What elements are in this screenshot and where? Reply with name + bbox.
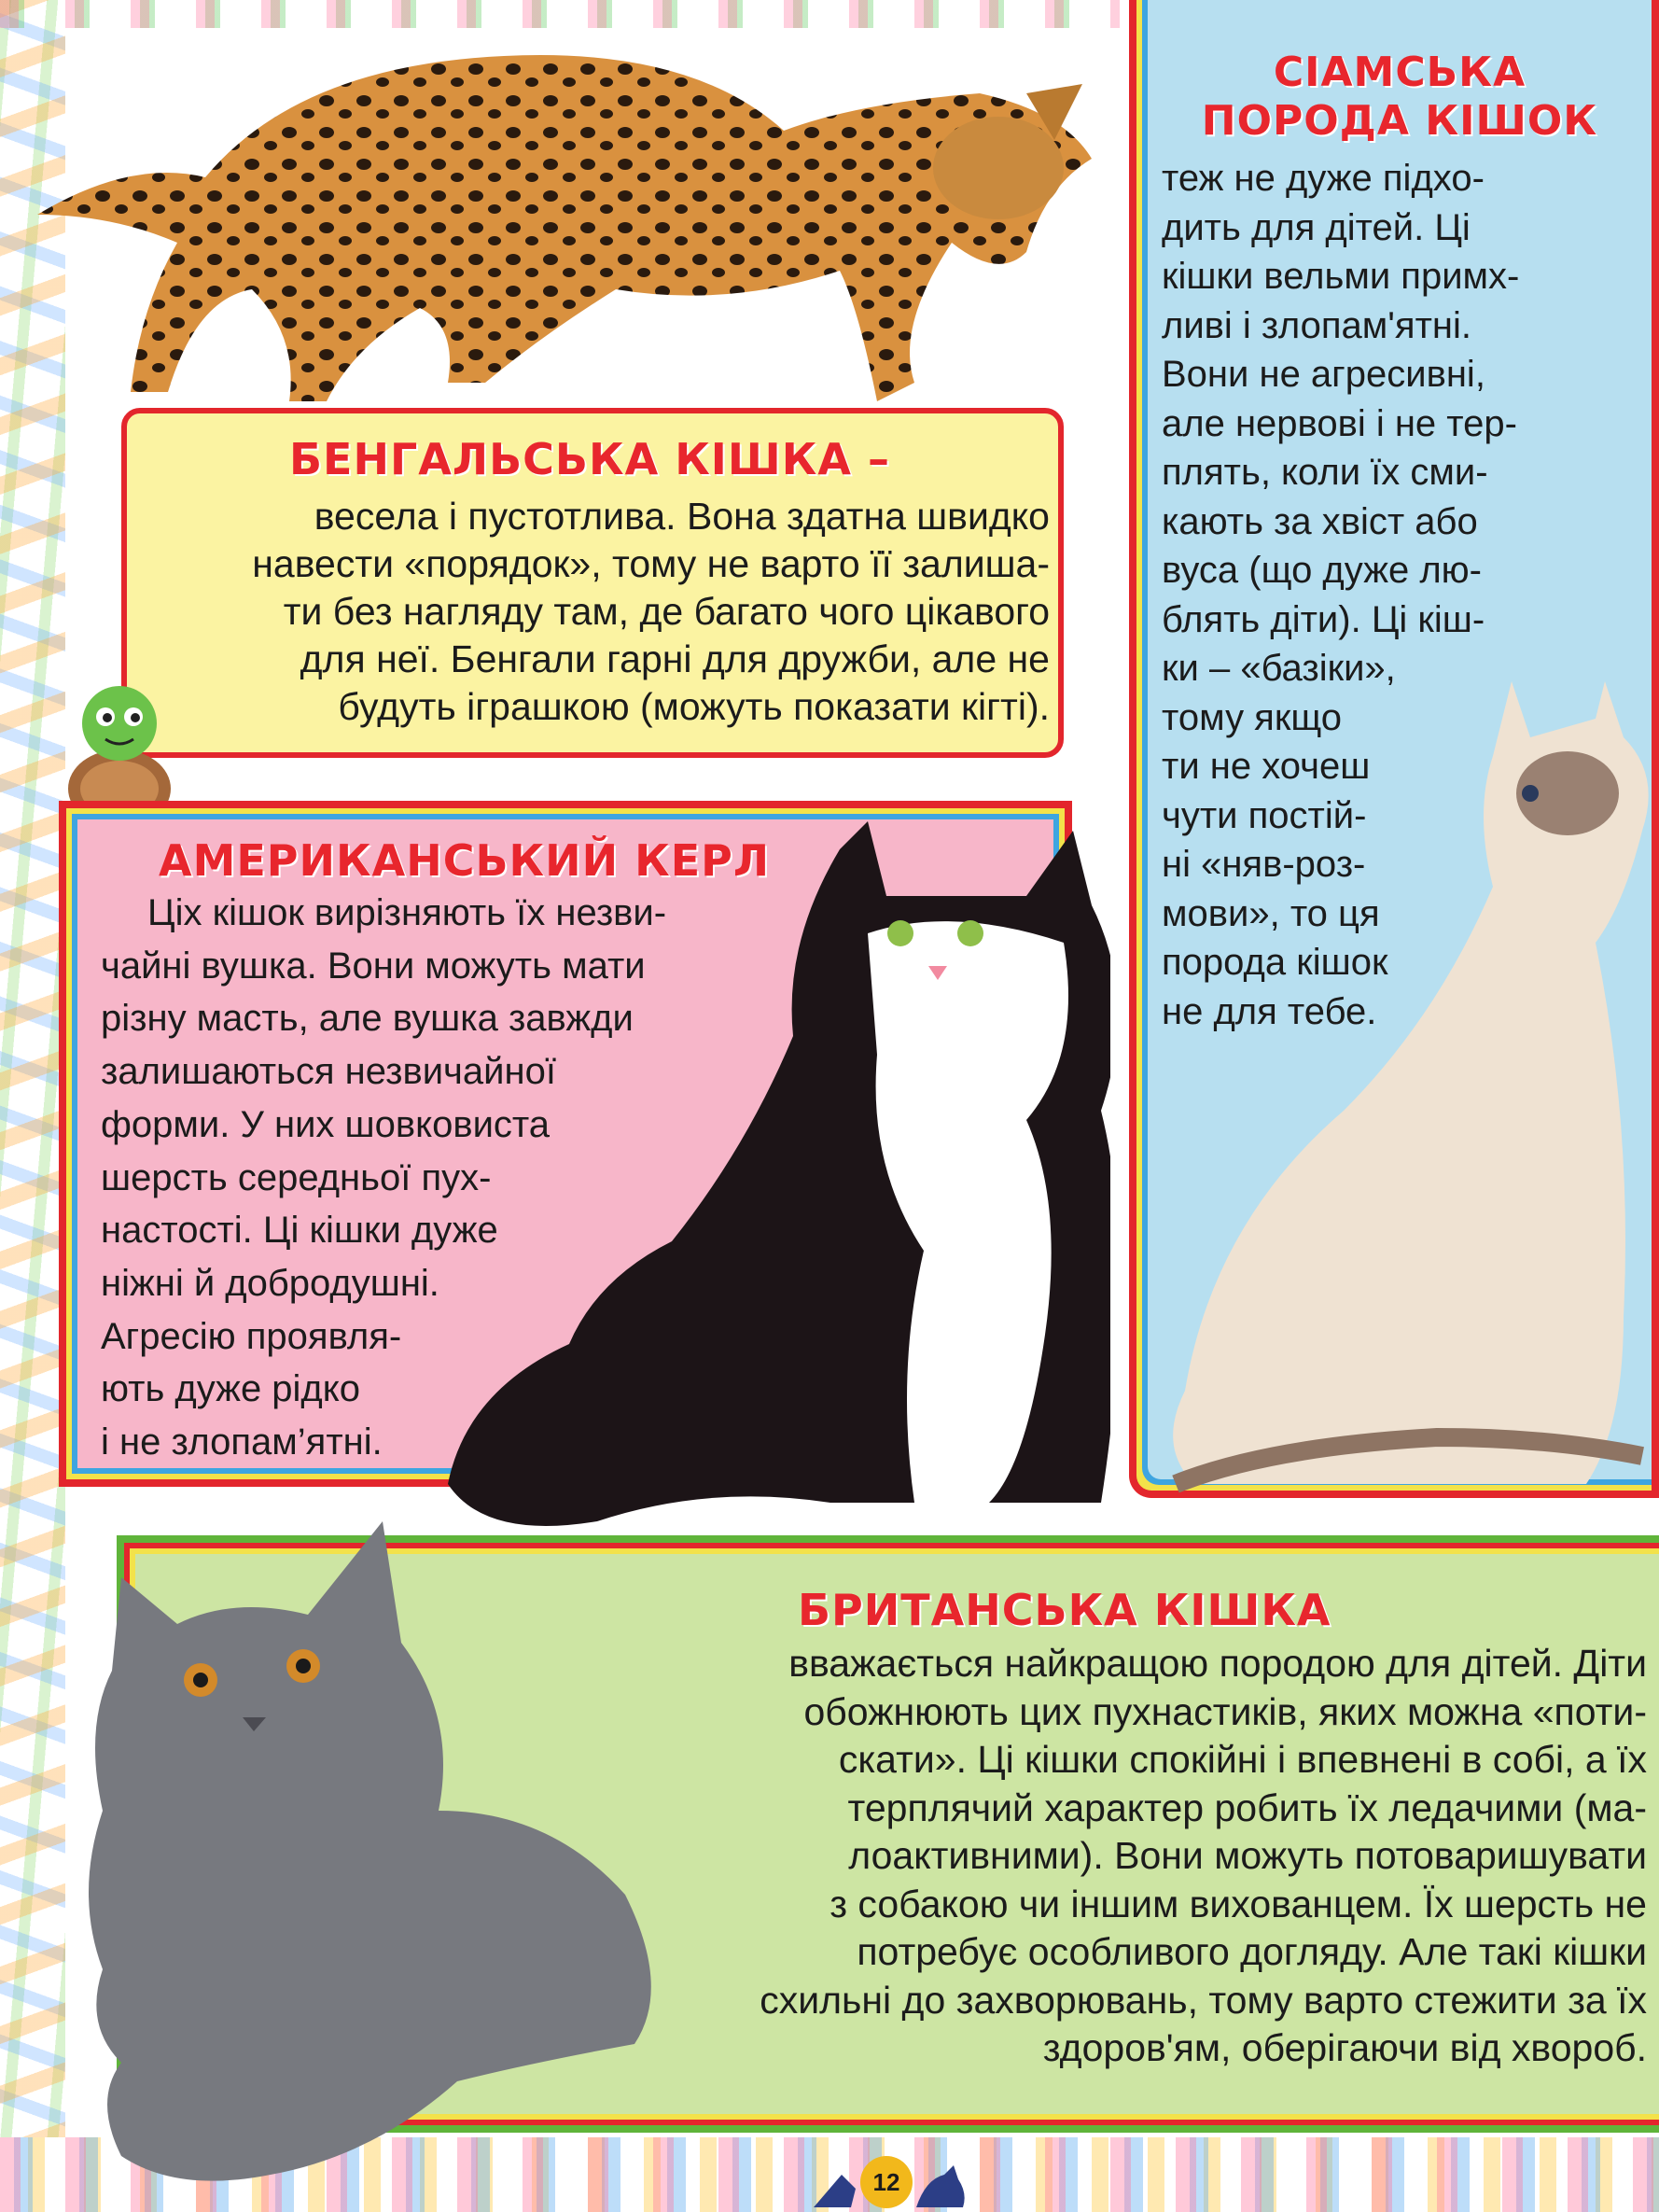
text-line: форми. У них шовковиста (101, 1103, 551, 1145)
text-line: лоактивними). Вони можуть потоваришувати (848, 1834, 1647, 1877)
text-line: ніжні й добродушні. (101, 1262, 439, 1304)
text-line: порода кішок (1162, 942, 1388, 983)
text-line: теж не дуже підхо- (1162, 158, 1485, 199)
text-line: мови», то ця (1162, 892, 1380, 934)
text-line: Ціх кішок вирізняють їх незви- (147, 892, 667, 933)
text-line: кають за хвіст або (1162, 500, 1478, 542)
text-line: ки – «базіки», (1162, 648, 1396, 689)
text-line: плять, коли їх сми- (1162, 452, 1488, 493)
text-line: залишаються незвичайної (101, 1051, 556, 1093)
text-line: різну масть, але вушка завжди (101, 998, 634, 1040)
text-line: Вони не агресивні, (1162, 354, 1485, 395)
page-number-label: 12 (860, 2156, 913, 2208)
text-line: весела і пустотлива. Вона здатна швидко (314, 495, 1050, 538)
text-line: кішки вельми примх- (1162, 256, 1520, 297)
bengal-text (140, 493, 1050, 731)
british-title: БРИТАНСЬКА КІШКА (798, 1585, 1331, 1635)
text-line: ливі і злопам'ятні. (1162, 304, 1471, 346)
text-line: дить для дітей. Ці (1162, 206, 1471, 248)
page-number (804, 2156, 972, 2212)
text-line: ні «няв-роз- (1162, 844, 1366, 885)
text-line: ти не хочеш (1162, 746, 1371, 787)
british-text (411, 1640, 1647, 2073)
siamese-title-line1: СІАМСЬКА (1273, 49, 1527, 96)
text-line: схильні до захворювань, тому варто стежити за їх (760, 1978, 1647, 2022)
siamese-title-line2: ПОРОДА КІШОК (1201, 97, 1598, 145)
text-line: для неї. Бенгали гарні для дружби, але не (300, 637, 1050, 680)
text-line: ють дуже рідко (101, 1368, 360, 1410)
text-line: вважається найкращою породою для дітей. Діти (788, 1642, 1647, 1685)
text-line: не для тебе. (1162, 990, 1377, 1032)
text-line: блять діти). Ці кіш- (1162, 598, 1485, 640)
text-line: обожнюють цих пухнастиків, яких можна «поти- (803, 1689, 1647, 1733)
decorative-paw-border-top (0, 0, 1120, 28)
text-line: з собакою чи іншим вихованцем. Їх шерсть не (830, 1882, 1647, 1925)
text-line: але нервові і не тер- (1162, 402, 1517, 444)
bengal-title: БЕНГАЛЬСЬКА КІШКА – (289, 434, 890, 484)
curl-text (101, 887, 666, 1469)
text-line: чути постій- (1162, 794, 1367, 836)
text-line: навести «порядок», тому не варто її залиша- (252, 542, 1050, 585)
text-line: потребує особливого догляду. Але такі кішки (857, 1930, 1647, 1973)
text-line: шерсть середньої пух- (101, 1156, 492, 1198)
text-line: настості. Ці кішки дуже (101, 1210, 498, 1252)
text-line: ти без нагляду там, де багато чого цікавого (283, 590, 1050, 633)
text-line: здоров'ям, оберігаючи від хвороб. (1042, 2026, 1647, 2069)
text-line: скати». Ці кішки спокійні і впевнені в собі, а їх (838, 1738, 1647, 1781)
curl-title: АМЕРИКАНСЬКИЙ КЕРЛ (159, 835, 771, 886)
bengal-cat-image (19, 28, 1129, 420)
text-line: терплячий характер робить їх ледачими (ма- (847, 1785, 1647, 1829)
siamese-cat-image (1157, 663, 1659, 1521)
text-line: тому якщо (1162, 696, 1343, 738)
text-line: будуть іграшкою (можуть показати кігті). (338, 685, 1050, 728)
text-line: вуса (що дуже лю- (1162, 550, 1482, 591)
text-line: чайні вушка. Вони можуть мати (101, 945, 646, 987)
text-line: і не злопам’ятні. (101, 1421, 383, 1463)
text-line: Агресію проявля- (101, 1315, 402, 1357)
